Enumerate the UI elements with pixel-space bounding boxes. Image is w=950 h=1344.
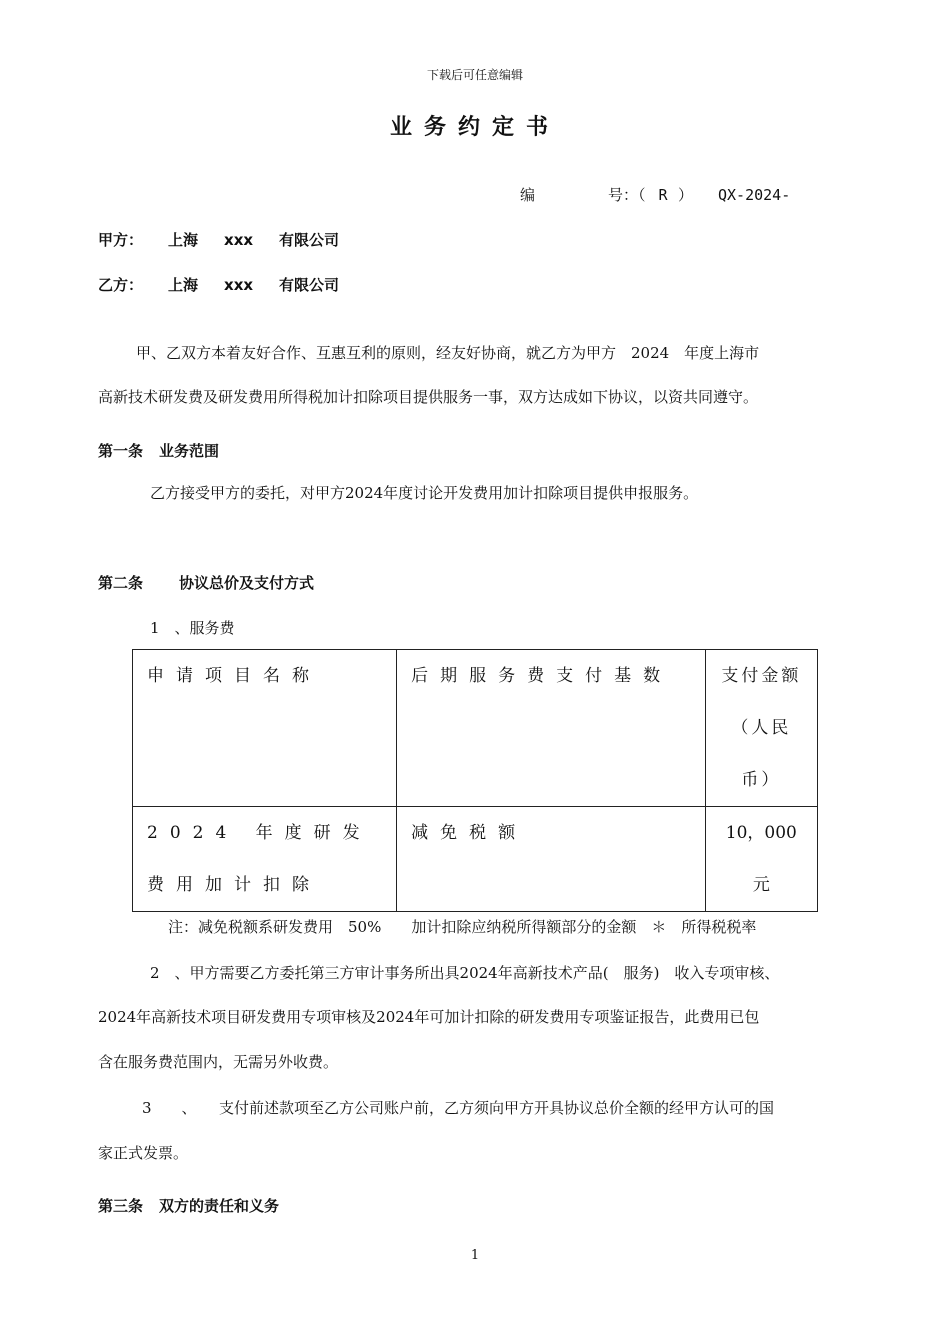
number-close: ） xyxy=(678,186,694,204)
table-header-row xyxy=(133,650,818,807)
party-b-suffix: 有限公司 xyxy=(279,276,340,294)
party-b-label: 乙方： xyxy=(98,276,144,294)
article-2-title: 协议总价及支付方式 xyxy=(179,574,315,592)
intro-line-2: 高新技术研发费及研发费用所得税加计扣除项目提供服务一事，双方达成如下协议，以资共同遵守。 xyxy=(98,388,759,406)
contract-number-line xyxy=(520,184,790,205)
cell-payment-amount: 10，000 元 xyxy=(705,807,817,912)
table-note: 注：减免税额系研发费用 50% 加计扣除应纳税所得额部分的金额 ＊ 所得税税率 xyxy=(168,918,757,936)
intro-line-1: 甲、乙双方本着友好合作、互惠互利的原则，经友好协商，就乙方为甲方 2024 年度上海市 xyxy=(136,344,760,362)
cell-project-name: 2024 年度研发费用加计扣除 xyxy=(133,807,397,912)
number-r: R xyxy=(658,186,668,204)
article-1-heading xyxy=(98,440,219,461)
service-fee-table xyxy=(132,649,818,912)
party-b xyxy=(98,274,339,295)
party-a xyxy=(98,229,339,250)
cell-payment-base: 减免税额 xyxy=(397,807,706,912)
item-1: 1 、服务费 xyxy=(150,619,235,637)
header-note: 下载后可任意编辑 xyxy=(426,68,523,82)
header-payment-base: 后期服务费支付基数 xyxy=(397,650,706,807)
item-2-line-2: 2024年高新技术项目研发费用专项审核及2024年可加计扣除的研发费用专项鉴证报告，此费用已包 xyxy=(98,1008,760,1026)
number-label: 编 xyxy=(520,186,536,204)
item-2-line-3: 含在服务费范围内，无需另外收费。 xyxy=(98,1053,339,1071)
article-1-body: 乙方接受甲方的委托，对甲方2024年度讨论开发费用加计扣除项目提供申报服务。 xyxy=(150,484,699,502)
header-project-name: 申请项目名称 xyxy=(133,650,397,807)
item-3-line-2: 家正式发票。 xyxy=(98,1144,189,1162)
article-1-title: 业务范围 xyxy=(159,442,220,460)
party-a-suffix: 有限公司 xyxy=(279,231,340,249)
document-title: 业务约定书 xyxy=(389,114,560,140)
article-2-number: 第二条 xyxy=(98,574,144,592)
header-payment-amount: 支付金额（人民币） xyxy=(705,650,817,807)
article-1-number: 第一条 xyxy=(98,442,144,460)
party-a-label: 甲方： xyxy=(98,231,144,249)
number-label-2: 号：（ xyxy=(608,186,646,204)
party-b-name: xxx xyxy=(224,276,254,294)
number-code: QX-2024- xyxy=(718,186,791,204)
item-2-line-1: 2 、甲方需要乙方委托第三方审计事务所出具2024年高新技术产品( 服务) 收入专项审核、 xyxy=(150,964,780,982)
article-2-heading xyxy=(98,572,314,593)
page-number: 1 xyxy=(470,1248,480,1263)
article-3-title: 双方的责任和义务 xyxy=(159,1197,280,1215)
item-3-line-1: 3 、 支付前述款项至乙方公司账户前，乙方须向甲方开具协议总价全额的经甲方认可的国 xyxy=(142,1099,775,1117)
party-a-name: xxx xyxy=(224,231,254,249)
party-b-city: 上海 xyxy=(168,276,199,294)
article-3-number: 第三条 xyxy=(98,1197,144,1215)
party-a-city: 上海 xyxy=(168,231,199,249)
table-row xyxy=(133,807,818,912)
article-3-heading xyxy=(98,1195,279,1216)
